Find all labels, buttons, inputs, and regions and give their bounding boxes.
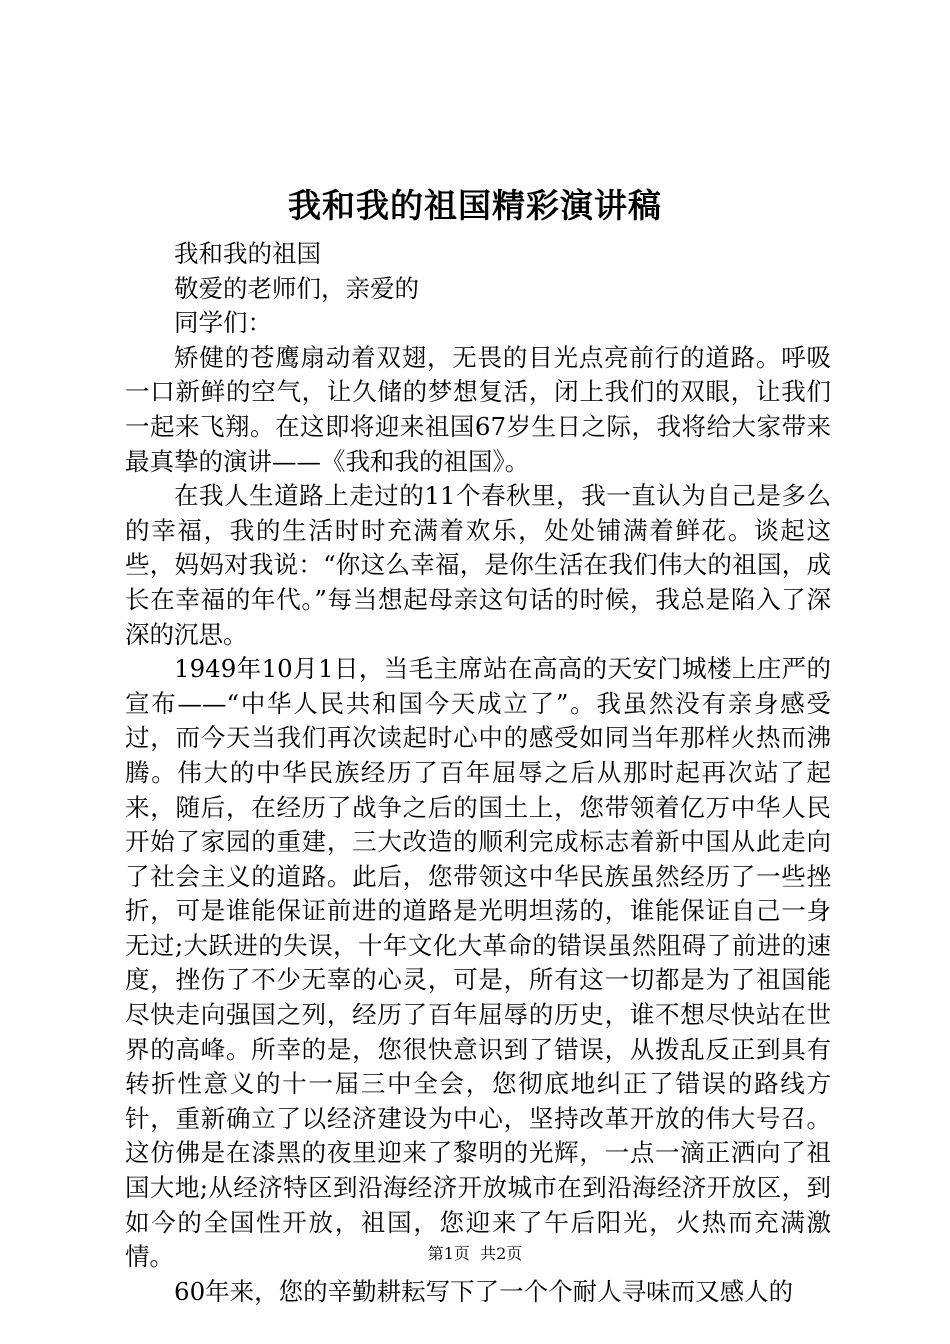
body-paragraph: 60年来，您的辛勤耕耘写下了一个个耐人寻味而又感人的 (174, 1276, 794, 1306)
document-body (125, 237, 831, 1309)
body-paragraph: 矫健的苍鹰扇动着双翅，无畏的目光点亮前行的道路。呼吸一口新鲜的空气，让久储的梦想复活，闭上我们的双眼，让我们一起来飞翔。在这即将迎来祖国67岁生日之际，我将给大家带来最真挚的演讲——《我和我的祖国》。 (125, 342, 831, 476)
body-paragraph: 敬爱的老师们，亲爱的 (174, 273, 419, 303)
page-number: 第1页 (427, 1244, 470, 1263)
document-title: 我和我的祖国精彩演讲稿 (288, 186, 662, 225)
page-footer (0, 1243, 950, 1265)
body-paragraph: 我和我的祖国 (174, 239, 321, 268)
body-paragraph: 同学们： (174, 308, 272, 338)
page-total: 共2页 (480, 1244, 523, 1263)
body-paragraph: 1949年10月1日，当毛主席站在高高的天安门城楼上庄严的宣布——“中华人民共和国今天成立了”。我虽然没有亲身感受过，而今天当我们再次读起时心中的感受如同当年那样火热而沸腾。伟大的中华民族经历了百年屈辱之后从那时起再次站了起来，随后，在经历了战争之后的国土上，您带领着亿万中华人民开始了家园的重建，三大改造的顺利完成标志着新中国从此走向了社会主义的道路。此后，您带领这中华民族虽然经历了一些挫折，可是谁能保证前进的道路是光明坦荡的，谁能保证自己一身无过;大跃进的失误，十年文化大革命的错误虽然阻碍了前进的速度，挫伤了不少无辜的心灵，可是，所有这一切都是为了祖国能尽快走向强国之列，经历了百年屈辱的历史，谁不想尽快站在世界的高峰。所幸的是，您很快意识到了错误，从拨乱反正到具有转折性意义的十一届三中全会，您彻底地纠正了错误的路线方针，重新确立了以经济建设为中心，坚持改革开放的伟大号召。这仿佛是在漆黑的夜里迎来了黎明的光辉，一点一滴正洒向了祖国大地;从经济特区到沿海经济开放城市在到沿海经济开放区，到如今的全国性开放，祖国，您迎来了午后阳光，火热而充满激情。 (125, 654, 831, 1272)
body-paragraph: 在我人生道路上走过的11个春秋里，我一直认为自己是多么的幸福，我的生活时时充满着欢乐，处处铺满着鲜花。谈起这些，妈妈对我说：“你这么幸福，是你生活在我们伟大的祖国，成长在幸福的年代。”每当想起母亲这句话的时候，我总是陷入了深深的沉思。 (125, 481, 831, 649)
